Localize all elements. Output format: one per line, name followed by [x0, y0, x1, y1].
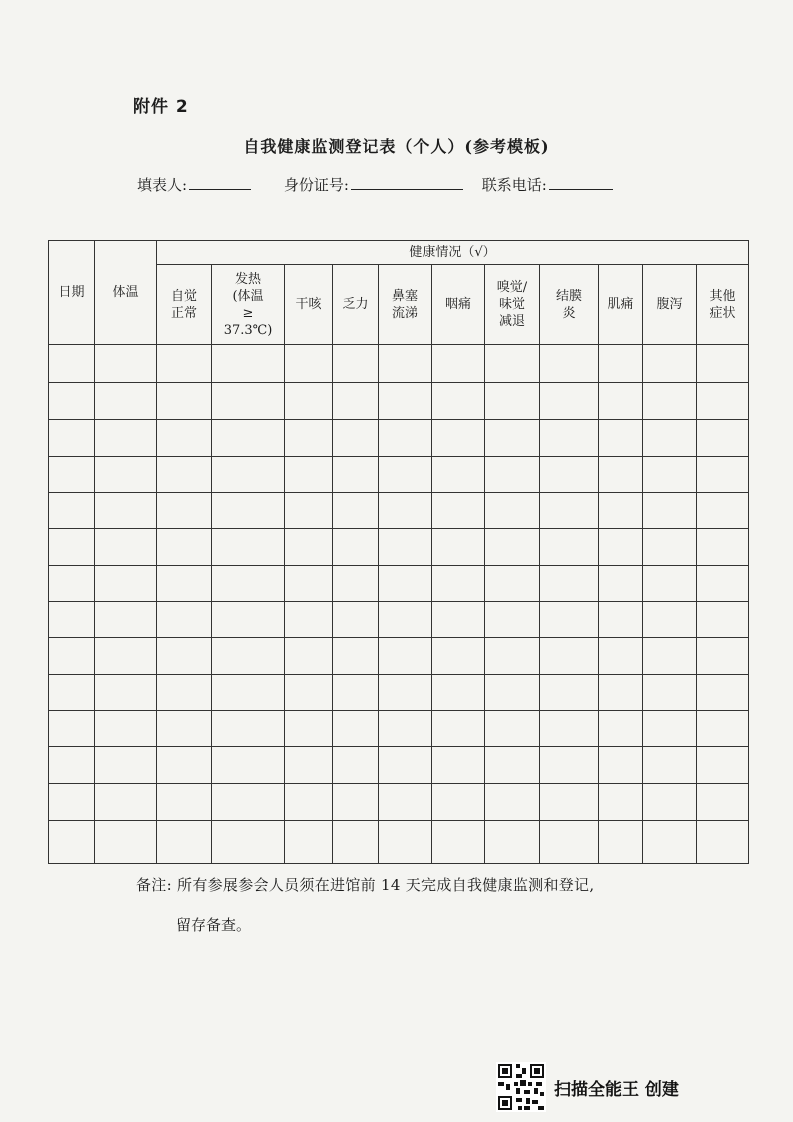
- table-cell[interactable]: [485, 493, 540, 529]
- table-cell[interactable]: [49, 566, 95, 602]
- header-symptom-line: ≥: [242, 305, 254, 321]
- table-cell[interactable]: [379, 711, 432, 747]
- table-cell[interactable]: [379, 821, 432, 864]
- table-cell[interactable]: [697, 457, 749, 493]
- header-symptom-3: [333, 265, 379, 345]
- table-cell[interactable]: [432, 675, 485, 711]
- table-cell[interactable]: [157, 383, 212, 420]
- table-cell[interactable]: [643, 784, 697, 821]
- table-cell[interactable]: [697, 493, 749, 529]
- table-cell[interactable]: [599, 383, 643, 420]
- table-cell[interactable]: [285, 529, 333, 566]
- table-cell[interactable]: [643, 711, 697, 747]
- table-cell[interactable]: [485, 529, 540, 566]
- table-cell[interactable]: [212, 420, 285, 457]
- table-cell[interactable]: [285, 383, 333, 420]
- table-cell[interactable]: [212, 747, 285, 784]
- table-row: [49, 602, 749, 638]
- table-cell[interactable]: [540, 493, 599, 529]
- table-cell[interactable]: [379, 638, 432, 675]
- table-cell[interactable]: [540, 457, 599, 493]
- filler-field: [137, 174, 251, 195]
- table-cell[interactable]: [49, 457, 95, 493]
- table-cell[interactable]: [599, 529, 643, 566]
- table-cell[interactable]: [157, 638, 212, 675]
- table-cell[interactable]: [379, 383, 432, 420]
- table-cell[interactable]: [212, 675, 285, 711]
- table-cell[interactable]: [697, 821, 749, 864]
- form-title: 自我健康监测登记表（个人）(参考模板): [243, 137, 550, 156]
- table-cell[interactable]: [157, 675, 212, 711]
- table-cell[interactable]: [599, 711, 643, 747]
- header-symptom-line: (体温: [232, 288, 264, 304]
- table-cell[interactable]: [212, 638, 285, 675]
- table-cell[interactable]: [333, 821, 379, 864]
- header-symptom-0: [157, 265, 212, 345]
- table-cell[interactable]: [432, 638, 485, 675]
- table-cell[interactable]: [697, 638, 749, 675]
- table-cell[interactable]: [599, 784, 643, 821]
- table-cell[interactable]: [379, 602, 432, 638]
- fill-in-line: [137, 174, 613, 195]
- table-cell[interactable]: [697, 383, 749, 420]
- table-cell[interactable]: [697, 420, 749, 457]
- table-cell[interactable]: [432, 345, 485, 383]
- header-symptom-8: [599, 265, 643, 345]
- table-cell[interactable]: [285, 420, 333, 457]
- header-symptom-line: 乏力: [342, 297, 369, 312]
- table-cell[interactable]: [157, 821, 212, 864]
- table-cell[interactable]: [432, 420, 485, 457]
- table-cell[interactable]: [485, 602, 540, 638]
- table-cell[interactable]: [157, 457, 212, 493]
- header-symptom-2: [285, 265, 333, 345]
- table-cell[interactable]: [485, 638, 540, 675]
- table-cell[interactable]: [540, 602, 599, 638]
- table-cell[interactable]: [333, 529, 379, 566]
- header-symptom-line: 咽痛: [444, 297, 471, 312]
- table-cell[interactable]: [643, 602, 697, 638]
- filler-blank[interactable]: [189, 175, 251, 190]
- table-cell[interactable]: [49, 638, 95, 675]
- filler-label: 填表人:: [137, 176, 188, 194]
- table-cell[interactable]: [540, 420, 599, 457]
- table-cell[interactable]: [95, 784, 157, 821]
- table-cell[interactable]: [212, 711, 285, 747]
- table-cell[interactable]: [285, 566, 333, 602]
- table-cell[interactable]: [49, 383, 95, 420]
- table-row: [49, 747, 749, 784]
- table-cell[interactable]: [285, 345, 333, 383]
- table-row: [49, 420, 749, 457]
- table-cell[interactable]: [212, 784, 285, 821]
- table-cell[interactable]: [285, 602, 333, 638]
- table-row: [49, 345, 749, 383]
- phone-blank[interactable]: [549, 175, 613, 190]
- attachment-label: 附件 2: [133, 97, 189, 117]
- header-symptom-line: 流涕: [391, 305, 418, 321]
- table-row: [49, 493, 749, 529]
- table-cell[interactable]: [285, 747, 333, 784]
- table-cell[interactable]: [49, 711, 95, 747]
- table-cell[interactable]: [285, 457, 333, 493]
- header-health-status: 健康情况（√）: [157, 241, 749, 265]
- table-cell[interactable]: [333, 345, 379, 383]
- table-cell[interactable]: [157, 420, 212, 457]
- table-cell[interactable]: [95, 529, 157, 566]
- table-cell[interactable]: [333, 383, 379, 420]
- table-cell[interactable]: [333, 566, 379, 602]
- table-cell[interactable]: [485, 784, 540, 821]
- header-symptom-line: 37.3℃): [223, 322, 273, 338]
- header-symptom-line: 正常: [170, 305, 197, 321]
- table-cell[interactable]: [157, 602, 212, 638]
- table-cell[interactable]: [540, 566, 599, 602]
- health-monitor-table: [48, 240, 749, 864]
- table-cell[interactable]: [697, 675, 749, 711]
- table-cell[interactable]: [540, 711, 599, 747]
- table-cell[interactable]: [95, 345, 157, 383]
- table-cell[interactable]: [212, 457, 285, 493]
- header-symptom-9: [643, 265, 697, 345]
- table-body: [49, 345, 749, 864]
- table-cell[interactable]: [599, 675, 643, 711]
- table-cell[interactable]: [432, 821, 485, 864]
- table-cell[interactable]: [643, 638, 697, 675]
- id-label: 身份证号:: [283, 176, 349, 194]
- table-cell[interactable]: [599, 638, 643, 675]
- table-cell[interactable]: [95, 602, 157, 638]
- table-cell[interactable]: [379, 457, 432, 493]
- table-cell[interactable]: [485, 747, 540, 784]
- header-symptom-line: 炎: [562, 305, 576, 321]
- table-cell[interactable]: [49, 784, 95, 821]
- table-cell[interactable]: [49, 821, 95, 864]
- table-cell[interactable]: [540, 821, 599, 864]
- table-cell[interactable]: [49, 345, 95, 383]
- header-symptom-5: [432, 265, 485, 345]
- table-cell[interactable]: [485, 345, 540, 383]
- table-cell[interactable]: [432, 566, 485, 602]
- table-cell[interactable]: [333, 602, 379, 638]
- table-cell[interactable]: [540, 383, 599, 420]
- table-cell[interactable]: [333, 784, 379, 821]
- table-cell[interactable]: [157, 784, 212, 821]
- table-cell[interactable]: [599, 420, 643, 457]
- table-header-row-1: [49, 241, 749, 265]
- table-cell[interactable]: [643, 821, 697, 864]
- table-cell[interactable]: [49, 420, 95, 457]
- table-cell[interactable]: [599, 566, 643, 602]
- table-cell[interactable]: [333, 457, 379, 493]
- table-cell[interactable]: [697, 711, 749, 747]
- table-cell[interactable]: [49, 529, 95, 566]
- header-symptom-line: 症状: [709, 305, 736, 321]
- table-cell[interactable]: [379, 784, 432, 821]
- table-cell[interactable]: [212, 493, 285, 529]
- table-cell[interactable]: [95, 675, 157, 711]
- table-cell[interactable]: [599, 457, 643, 493]
- phone-label: 联系电话:: [481, 176, 547, 194]
- table-row: [49, 566, 749, 602]
- table-cell[interactable]: [643, 566, 697, 602]
- table-cell[interactable]: [485, 711, 540, 747]
- id-field: [284, 174, 463, 195]
- header-date: 日期: [49, 241, 95, 345]
- table-cell[interactable]: [285, 675, 333, 711]
- table-cell[interactable]: [333, 675, 379, 711]
- table-cell[interactable]: [432, 383, 485, 420]
- table-cell[interactable]: [285, 784, 333, 821]
- table-cell[interactable]: [599, 602, 643, 638]
- table-cell[interactable]: [540, 784, 599, 821]
- table-cell[interactable]: [379, 420, 432, 457]
- table-cell[interactable]: [379, 345, 432, 383]
- table-cell[interactable]: [49, 493, 95, 529]
- table-cell[interactable]: [95, 821, 157, 864]
- table-cell[interactable]: [697, 345, 749, 383]
- table-row: [49, 821, 749, 864]
- table-cell[interactable]: [333, 493, 379, 529]
- table-row: [49, 529, 749, 566]
- table-cell[interactable]: [49, 747, 95, 784]
- phone-field: [482, 174, 613, 195]
- table-cell[interactable]: [212, 345, 285, 383]
- table-cell[interactable]: [485, 566, 540, 602]
- table-cell[interactable]: [540, 529, 599, 566]
- table-cell[interactable]: [333, 420, 379, 457]
- table-cell[interactable]: [599, 493, 643, 529]
- table-cell[interactable]: [379, 529, 432, 566]
- table-cell[interactable]: [95, 420, 157, 457]
- table-cell[interactable]: [157, 711, 212, 747]
- table-cell[interactable]: [157, 747, 212, 784]
- table-cell[interactable]: [432, 711, 485, 747]
- header-symptom-line: 鼻塞: [391, 288, 418, 304]
- table-cell[interactable]: [485, 383, 540, 420]
- qr-code-icon: [496, 1062, 546, 1112]
- table-cell[interactable]: [643, 383, 697, 420]
- table-cell[interactable]: [379, 566, 432, 602]
- table-row: [49, 383, 749, 420]
- table-cell[interactable]: [432, 784, 485, 821]
- header-symptom-line: 味觉: [498, 297, 525, 312]
- header-symptom-line: 干咳: [295, 297, 322, 312]
- table-cell[interactable]: [333, 711, 379, 747]
- table-cell[interactable]: [95, 747, 157, 784]
- table-cell[interactable]: [540, 675, 599, 711]
- header-symptom-6: [485, 265, 540, 345]
- table-cell[interactable]: [643, 529, 697, 566]
- table-row: [49, 711, 749, 747]
- table-cell[interactable]: [285, 638, 333, 675]
- table-cell[interactable]: [432, 602, 485, 638]
- table-cell[interactable]: [212, 529, 285, 566]
- watermark: [496, 1062, 679, 1112]
- table-cell[interactable]: [49, 602, 95, 638]
- header-symptom-4: [379, 265, 432, 345]
- table-cell[interactable]: [285, 493, 333, 529]
- table-cell[interactable]: [212, 821, 285, 864]
- table-cell[interactable]: [95, 493, 157, 529]
- table-cell[interactable]: [95, 711, 157, 747]
- table-cell[interactable]: [157, 345, 212, 383]
- table-cell[interactable]: [95, 638, 157, 675]
- table-cell[interactable]: [49, 675, 95, 711]
- table-cell[interactable]: [212, 383, 285, 420]
- table-cell[interactable]: [157, 566, 212, 602]
- table-cell[interactable]: [379, 747, 432, 784]
- table-cell[interactable]: [643, 457, 697, 493]
- table-cell[interactable]: [697, 747, 749, 784]
- table-cell[interactable]: [432, 493, 485, 529]
- table-cell[interactable]: [212, 602, 285, 638]
- table-row: [49, 784, 749, 821]
- table-row: [49, 675, 749, 711]
- table-row: [49, 638, 749, 675]
- table-cell[interactable]: [285, 711, 333, 747]
- table-cell[interactable]: [599, 345, 643, 383]
- table-cell[interactable]: [333, 747, 379, 784]
- table-cell[interactable]: [540, 345, 599, 383]
- table-cell[interactable]: [485, 821, 540, 864]
- table-cell[interactable]: [540, 638, 599, 675]
- table-cell[interactable]: [697, 602, 749, 638]
- header-symptom-line: 其他: [709, 288, 736, 304]
- table-cell[interactable]: [95, 566, 157, 602]
- table-cell[interactable]: [643, 345, 697, 383]
- table-cell[interactable]: [157, 529, 212, 566]
- table-cell[interactable]: [333, 638, 379, 675]
- remark-line-2: 留存备查。: [176, 916, 252, 934]
- header-symptom-7: [540, 265, 599, 345]
- table-cell[interactable]: [643, 420, 697, 457]
- watermark-text: 扫描全能王 创建: [554, 1079, 679, 1100]
- header-symptom-line: 肌痛: [607, 297, 634, 312]
- table-cell[interactable]: [379, 493, 432, 529]
- table-cell[interactable]: [697, 784, 749, 821]
- remark-line-1: 备注: 所有参展参会人员须在进馆前 14 天完成自我健康监测和登记,: [136, 876, 595, 894]
- table-cell[interactable]: [485, 420, 540, 457]
- table-cell[interactable]: [432, 457, 485, 493]
- table-cell[interactable]: [432, 747, 485, 784]
- header-symptom-line: 发热: [234, 271, 261, 287]
- header-symptom-line: 结膜: [555, 288, 582, 304]
- table-cell[interactable]: [697, 529, 749, 566]
- header-symptom-line: 嗅觉/: [496, 280, 528, 295]
- table-cell[interactable]: [485, 457, 540, 493]
- table-cell[interactable]: [432, 529, 485, 566]
- header-symptom-1: [212, 265, 285, 345]
- table-cell[interactable]: [599, 747, 643, 784]
- table-row: [49, 457, 749, 493]
- header-temperature: 体温: [95, 241, 157, 345]
- table-cell[interactable]: [485, 675, 540, 711]
- header-symptom-line: 减退: [498, 314, 525, 329]
- table-cell[interactable]: [643, 747, 697, 784]
- table-cell[interactable]: [643, 675, 697, 711]
- header-symptom-line: 腹泻: [656, 297, 683, 312]
- table-cell[interactable]: [540, 747, 599, 784]
- table-cell[interactable]: [285, 821, 333, 864]
- table-cell[interactable]: [212, 566, 285, 602]
- table-cell[interactable]: [697, 566, 749, 602]
- table-cell[interactable]: [95, 457, 157, 493]
- table-cell[interactable]: [379, 675, 432, 711]
- table-cell[interactable]: [95, 383, 157, 420]
- table-cell[interactable]: [157, 493, 212, 529]
- header-symptom-line: 自觉: [170, 288, 197, 304]
- table-cell[interactable]: [599, 821, 643, 864]
- header-symptom-10: [697, 265, 749, 345]
- id-blank[interactable]: [351, 175, 463, 190]
- table-cell[interactable]: [643, 493, 697, 529]
